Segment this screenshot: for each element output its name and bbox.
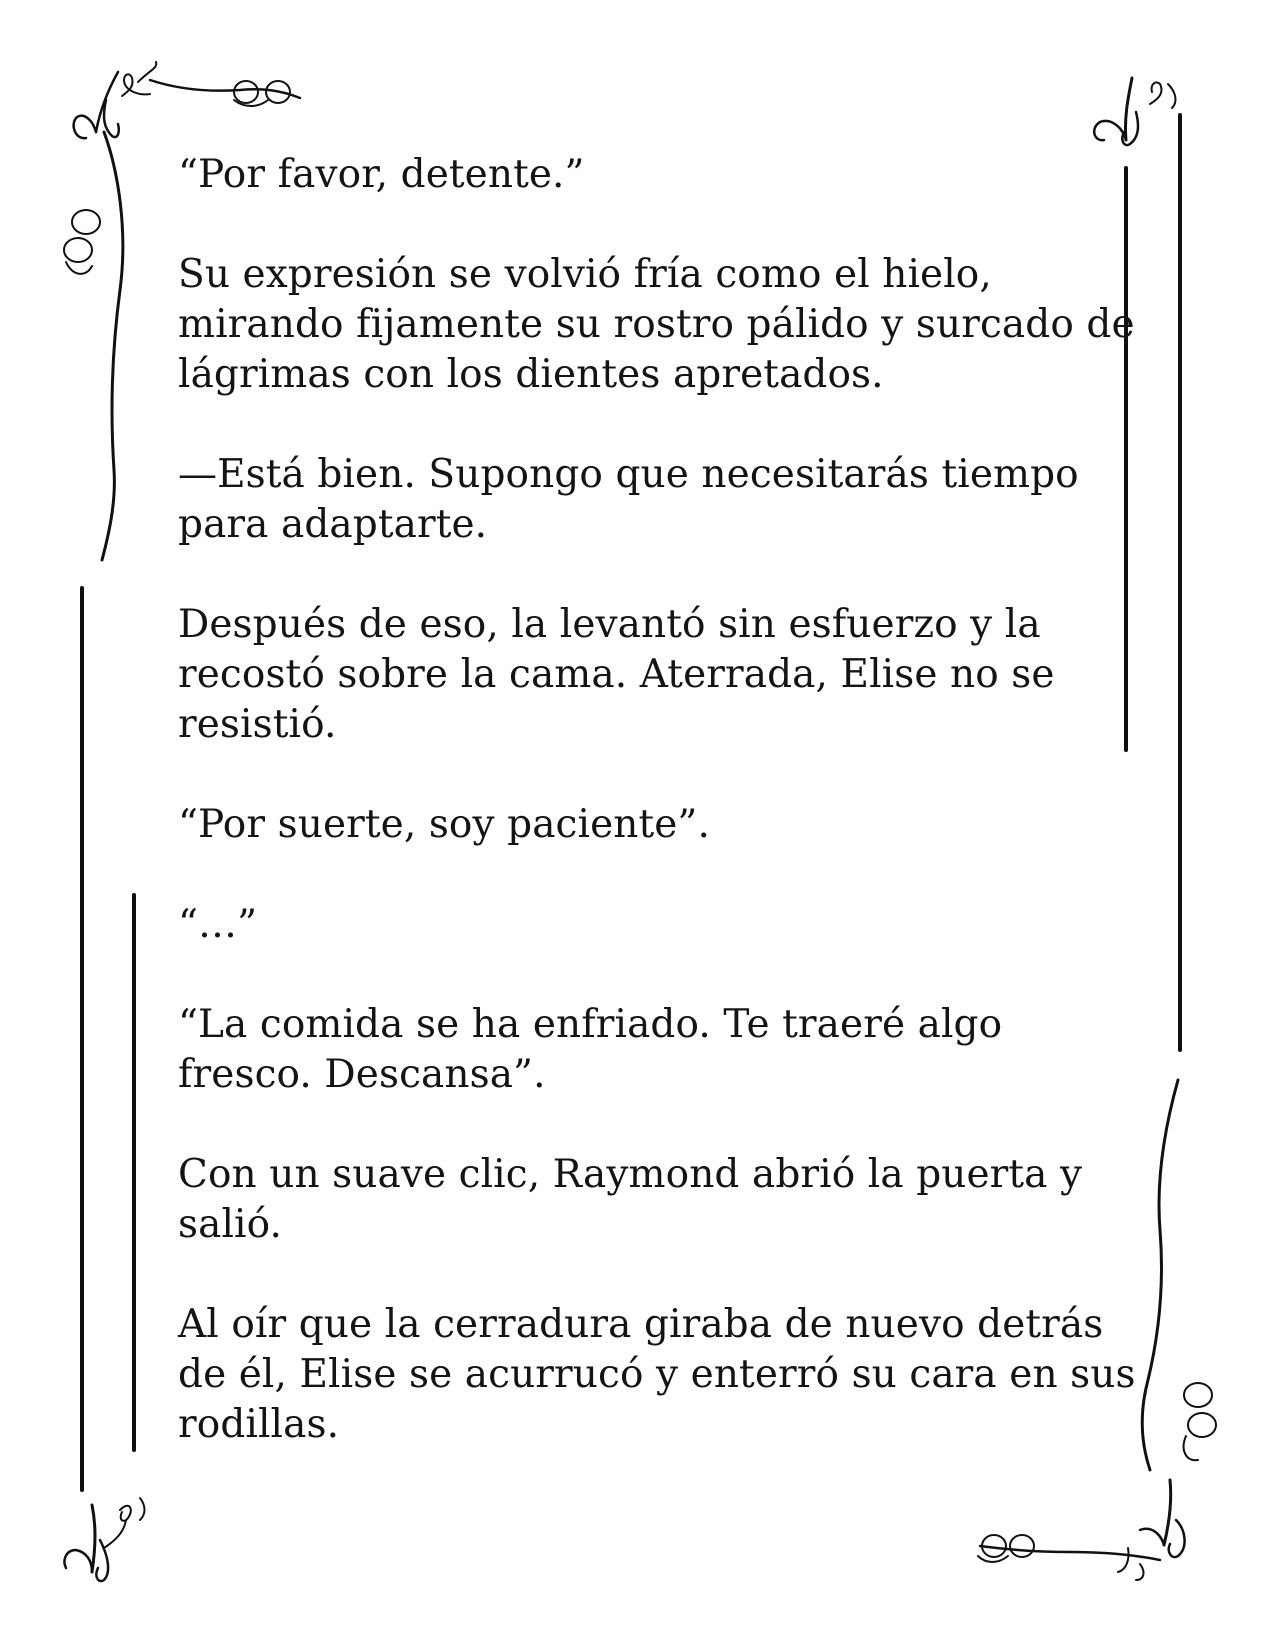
text-line: Al oír que la cerradura giraba de nuevo detrás xyxy=(178,1302,1104,1347)
text-line: recostó sobre la cama. Aterrada, Elise no se xyxy=(178,652,1055,697)
paragraph xyxy=(178,1300,1136,1450)
paragraph xyxy=(178,600,1108,750)
paragraph xyxy=(178,450,1108,550)
text-line: mirando fijamente su rostro pálido y surcado de xyxy=(178,302,1135,347)
paragraph xyxy=(178,150,1108,200)
text-line: “Por favor, detente.” xyxy=(178,152,585,197)
paragraph xyxy=(178,800,1108,850)
paragraph xyxy=(178,900,1108,950)
text-line: —Está bien. Supongo que necesitarás tiempo xyxy=(178,452,1079,497)
text-line: para adaptarte. xyxy=(178,502,488,547)
flourish-top-right xyxy=(1094,78,1175,145)
story-text xyxy=(178,150,1136,1500)
text-line: de él, Elise se acurrucó y enterró su cara en sus xyxy=(178,1352,1136,1397)
text-line: Después de eso, la levantó sin esfuerzo y la xyxy=(178,602,1041,647)
text-line: rodillas. xyxy=(178,1402,340,1447)
text-line: “La comida se ha enfriado. Te traeré algo xyxy=(178,1002,1003,1047)
text-line: Su expresión se volvió fría como el hielo, xyxy=(178,252,992,297)
text-line: Con un suave clic, Raymond abrió la puerta y xyxy=(178,1152,1083,1197)
text-line: salió. xyxy=(178,1202,283,1247)
flourish-bottom-left xyxy=(64,1498,144,1581)
paragraph xyxy=(178,1000,1108,1100)
text-line: “Por suerte, soy paciente”. xyxy=(178,802,710,847)
text-line: fresco. Descansa”. xyxy=(178,1052,546,1097)
paragraph xyxy=(178,250,1135,400)
text-line: resistió. xyxy=(178,702,337,747)
text-line: “…” xyxy=(178,902,258,947)
text-line: lágrimas con los dientes apretados. xyxy=(178,352,884,397)
paragraph xyxy=(178,1150,1108,1250)
